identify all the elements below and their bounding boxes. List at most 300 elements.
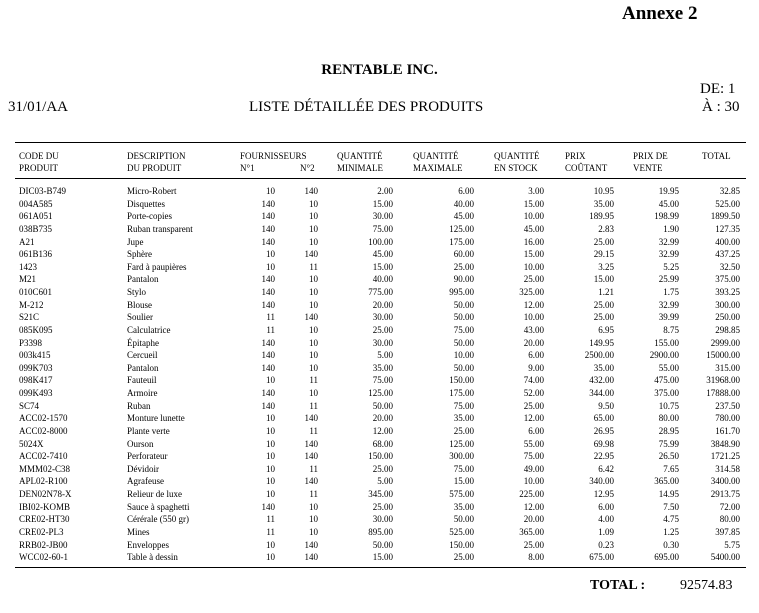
stock-qty: 20.00 [523,514,544,525]
product-code: A21 [19,236,35,247]
max-qty: 50.00 [453,337,474,348]
supplier-2: 10 [309,337,318,348]
stock-qty: 75.00 [523,451,544,462]
cost-price: 6.95 [598,324,614,335]
stock-qty: 55.00 [523,438,544,449]
cost-price: 4.00 [598,514,614,525]
line-total: 315.00 [715,362,740,373]
max-qty: 525.00 [449,527,474,537]
product-code: CRE02-HT30 [19,514,70,525]
sale-price: 45.00 [658,198,679,209]
supplier-1: 140 [261,299,275,310]
table-row [0,513,759,526]
line-total: 32.50 [719,261,740,272]
supplier-1: 10 [266,413,275,424]
line-total: 1899.50 [710,211,740,222]
max-qty: 150.00 [449,375,474,386]
header-supplier-2: N°2 [300,163,315,173]
supplier-1: 11 [266,514,275,525]
supplier-1: 10 [266,186,275,196]
product-description: Pantalon [127,362,159,373]
max-qty: 995.00 [449,287,474,298]
cost-price: 12.95 [593,489,614,500]
min-qty: 25.00 [372,324,393,335]
stock-qty: 49.00 [523,463,544,474]
sale-price: 2900.00 [649,350,679,361]
max-qty: 25.00 [453,552,474,563]
supplier-1: 10 [266,425,275,436]
report-title: LISTE DÉTAILLÉE DES PRODUITS [249,99,484,115]
supplier-1: 10 [266,451,275,462]
product-code: 004A585 [19,198,53,209]
sale-price: 8.75 [663,324,679,335]
min-qty: 5.00 [377,476,393,487]
stock-qty: 12.00 [523,501,544,512]
table-row [0,311,759,324]
supplier-1: 10 [266,438,275,449]
product-code: WCC02-60-1 [19,552,68,563]
supplier-2: 11 [309,489,318,500]
product-code: S21C [19,312,40,323]
max-qty: 6.00 [458,186,474,196]
line-total: 2999.00 [710,337,740,348]
product-description: Disquettes [127,198,165,209]
max-qty: 25.00 [453,261,474,272]
table-row [0,223,759,236]
product-description: Micro-Robert [127,186,177,196]
supplier-1: 10 [266,375,275,386]
line-total: 300.00 [715,299,740,310]
annex-label: Annexe 2 [622,3,698,24]
sale-price: 375.00 [654,388,679,399]
line-total: 400.00 [715,236,740,247]
max-qty: 75.00 [453,463,474,474]
supplier-1: 140 [261,211,275,222]
min-qty: 20.00 [372,299,393,310]
table-row [0,185,759,198]
cost-price: 2500.00 [584,350,614,361]
max-qty: 175.00 [449,388,474,399]
supplier-2: 10 [309,501,318,512]
min-qty: 125.00 [368,388,393,399]
supplier-2: 140 [304,186,318,196]
product-code: ACC02-1570 [19,413,68,424]
product-description: Relieur de luxe [127,489,182,500]
header-bottom-rule [15,178,746,179]
product-description: Ruban [127,400,151,411]
line-total: 780.00 [715,413,740,424]
max-qty: 125.00 [449,223,474,234]
page-to: À : 30 [702,99,740,115]
product-code: RRB02-JB00 [19,539,68,550]
header-cost-price: PRIX COÛTANT [565,151,608,173]
supplier-2: 11 [309,425,318,436]
sale-price: 32.99 [658,236,679,247]
supplier-2: 11 [309,463,318,474]
stock-qty: 25.00 [523,539,544,550]
line-total: 314.58 [715,463,740,474]
product-description: Armoire [127,388,158,399]
line-total: 127.35 [715,223,740,234]
sale-price: 4.75 [663,514,679,525]
stock-qty: 25.00 [523,274,544,285]
table-row [0,526,759,539]
table-row [0,261,759,274]
max-qty: 125.00 [449,438,474,449]
stock-qty: 8.00 [528,552,544,563]
max-qty: 25.00 [453,425,474,436]
line-total: 31968.00 [706,375,740,386]
cost-price: 432.00 [589,375,614,386]
line-total: 375.00 [715,274,740,285]
supplier-2: 140 [304,312,318,323]
header-sale-price: PRIX DE VENTE [633,151,668,173]
cost-price: 189.95 [589,211,614,222]
supplier-1: 140 [261,501,275,512]
product-description: Pantalon [127,274,159,285]
product-description: Monture lunette [127,413,185,424]
product-description: Plante verte [127,425,170,436]
header-description: DESCRIPTION DU PRODUIT [127,151,186,173]
supplier-2: 140 [304,413,318,424]
max-qty: 60.00 [453,249,474,260]
product-description: Enveloppes [127,539,169,550]
cost-price: 29.15 [593,249,614,260]
max-qty: 90.00 [453,274,474,285]
table-row [0,362,759,375]
product-code: 1423 [19,261,37,272]
stock-qty: 3.00 [528,186,544,196]
line-total: 3848.90 [710,438,740,449]
stock-qty: 365.00 [519,527,544,537]
product-code: 098K417 [19,375,53,386]
table-row [0,374,759,387]
supplier-1: 140 [261,236,275,247]
table-row [0,248,759,261]
stock-qty: 10.00 [523,211,544,222]
supplier-2: 10 [309,287,318,298]
stock-qty: 225.00 [519,489,544,500]
sale-price: 26.50 [658,451,679,462]
line-total: 15000.00 [706,350,740,361]
product-code: ACC02-7410 [19,451,68,462]
table-row [0,236,759,249]
supplier-2: 10 [309,324,318,335]
product-code: IBI02-KOMB [19,501,70,512]
max-qty: 35.00 [453,501,474,512]
table-row [0,324,759,337]
stock-qty: 10.00 [523,312,544,323]
min-qty: 20.00 [372,413,393,424]
supplier-1: 10 [266,489,275,500]
sale-price: 14.95 [658,489,679,500]
cost-price: 25.00 [593,299,614,310]
cost-price: 25.00 [593,236,614,247]
max-qty: 40.00 [453,198,474,209]
cost-price: 1.21 [598,287,614,298]
supplier-1: 10 [266,552,275,563]
stock-qty: 10.00 [523,261,544,272]
sale-price: 25.99 [658,274,679,285]
line-total: 80.00 [719,514,740,525]
line-total: 72.00 [719,501,740,512]
max-qty: 575.00 [449,489,474,500]
sale-price: 7.50 [663,501,679,512]
cost-price: 2.83 [598,223,614,234]
product-description: Soulier [127,312,153,323]
supplier-1: 140 [261,223,275,234]
product-description: Ruban transparent [127,223,193,234]
grand-total-label: TOTAL : [590,578,646,593]
sale-price: 1.90 [663,223,679,234]
supplier-1: 11 [266,312,275,323]
cost-price: 340.00 [589,476,614,487]
cost-price: 6.00 [598,501,614,512]
table-row [0,475,759,488]
sale-price: 1.25 [663,527,679,537]
supplier-2: 11 [309,375,318,386]
product-description: Fard à paupières [127,261,187,272]
stock-qty: 43.00 [523,324,544,335]
cost-price: 3.25 [598,261,614,272]
cost-price: 35.00 [593,362,614,373]
header-top-rule [15,142,746,143]
supplier-1: 11 [266,527,275,537]
supplier-1: 140 [261,198,275,209]
sale-price: 19.95 [658,186,679,196]
max-qty: 150.00 [449,539,474,550]
header-stock-qty: QUANTITÉ EN STOCK [494,151,540,173]
product-code: P3398 [19,337,43,348]
min-qty: 15.00 [372,552,393,563]
min-qty: 25.00 [372,463,393,474]
table-row [0,273,759,286]
stock-qty: 325.00 [519,287,544,298]
min-qty: 75.00 [372,375,393,386]
product-description: Table à dessin [127,552,178,563]
table-row [0,387,759,400]
line-total: 237.50 [715,400,740,411]
stock-qty: 10.00 [523,476,544,487]
product-code: 038B735 [19,223,53,234]
line-total: 1721.25 [710,451,740,462]
cost-price: 65.00 [593,413,614,424]
line-total: 3400.00 [710,476,740,487]
supplier-1: 140 [261,388,275,399]
line-total: 161.70 [715,425,740,436]
product-description: Sauce à spaghetti [127,501,190,512]
sale-price: 80.00 [658,413,679,424]
supplier-2: 10 [309,350,318,361]
cost-price: 0.23 [598,539,614,550]
header-min-qty: QUANTITÉ MINIMALE [337,151,383,173]
supplier-1: 140 [261,350,275,361]
stock-qty: 15.00 [523,198,544,209]
table-row [0,551,759,564]
supplier-1: 10 [266,261,275,272]
min-qty: 5.00 [377,350,393,361]
min-qty: 30.00 [372,337,393,348]
sale-price: 39.99 [658,312,679,323]
product-code: 085K095 [19,324,53,335]
line-total: 397.85 [715,527,740,537]
cost-price: 1.09 [598,527,614,537]
header-suppliers: FOURNISSEURS [240,151,307,161]
line-total: 5.75 [724,539,740,550]
supplier-1: 11 [266,324,275,335]
product-code: SC74 [19,400,40,411]
table-row [0,286,759,299]
min-qty: 775.00 [368,287,393,298]
min-qty: 345.00 [368,489,393,500]
grand-total-value: 92574.83 [680,578,733,593]
sale-price: 1.75 [663,287,679,298]
product-code: APL02-R100 [19,476,68,487]
supplier-2: 10 [309,388,318,399]
max-qty: 50.00 [453,299,474,310]
supplier-1: 10 [266,476,275,487]
header-max-qty: QUANTITÉ MAXIMALE [413,151,463,173]
line-total: 525.00 [715,198,740,209]
supplier-2: 10 [309,527,318,537]
line-total: 32.85 [719,186,740,196]
product-description: Blouse [127,299,153,310]
supplier-2: 10 [309,211,318,222]
max-qty: 45.00 [453,211,474,222]
supplier-2: 140 [304,438,318,449]
product-code: 061B136 [19,249,53,260]
cost-price: 10.95 [593,186,614,196]
supplier-2: 140 [304,476,318,487]
stock-qty: 9.00 [528,362,544,373]
cost-price: 149.95 [589,337,614,348]
table-row [0,400,759,413]
supplier-1: 10 [266,539,275,550]
stock-qty: 45.00 [523,223,544,234]
max-qty: 75.00 [453,400,474,411]
sale-price: 28.95 [658,425,679,436]
sale-price: 0.30 [663,539,679,550]
product-description: Épitaphe [127,337,159,348]
product-code: DEN02N78-X [19,489,72,500]
cost-price: 35.00 [593,198,614,209]
stock-qty: 74.00 [523,375,544,386]
cost-price: 9.50 [598,400,614,411]
table-row [0,198,759,211]
max-qty: 50.00 [453,312,474,323]
product-code: M21 [19,274,37,285]
line-total: 17888.00 [706,388,740,399]
cost-price: 22.95 [593,451,614,462]
cost-price: 344.00 [589,388,614,399]
product-description: Perforateur [127,451,168,462]
stock-qty: 20.00 [523,337,544,348]
sale-price: 695.00 [654,552,679,563]
supplier-2: 10 [309,299,318,310]
product-description: Fauteuil [127,375,157,386]
min-qty: 100.00 [368,236,393,247]
max-qty: 175.00 [449,236,474,247]
sale-price: 32.99 [658,249,679,260]
product-code: 099K703 [19,362,53,373]
cost-price: 69.98 [593,438,614,449]
table-row [0,450,759,463]
max-qty: 50.00 [453,362,474,373]
report-date: 31/01/AA [8,99,68,115]
product-code: ACC02-8000 [19,425,68,436]
product-description: Ourson [127,438,154,449]
product-description: Cercueil [127,350,158,361]
min-qty: 35.00 [372,362,393,373]
product-code: M-212 [19,299,44,310]
supplier-2: 10 [309,274,318,285]
stock-qty: 16.00 [523,236,544,247]
supplier-1: 140 [261,287,275,298]
min-qty: 895.00 [368,527,393,537]
header-code: CODE DU PRODUIT [19,151,59,173]
stock-qty: 52.00 [523,388,544,399]
sale-price: 5.25 [663,261,679,272]
product-code: 010C601 [19,287,53,298]
line-total: 437.25 [715,249,740,260]
min-qty: 40.00 [372,274,393,285]
supplier-2: 140 [304,249,318,260]
table-row [0,501,759,514]
supplier-2: 10 [309,514,318,525]
max-qty: 35.00 [453,413,474,424]
max-qty: 15.00 [453,476,474,487]
sale-price: 10.75 [658,400,679,411]
table-row [0,349,759,362]
cost-price: 15.00 [593,274,614,285]
product-code: 099K493 [19,388,53,399]
table-row [0,463,759,476]
table-bottom-rule [15,567,746,568]
stock-qty: 25.00 [523,400,544,411]
product-code: CRE02-PL3 [19,527,64,537]
max-qty: 50.00 [453,514,474,525]
line-total: 393.25 [715,287,740,298]
product-description: Sphère [127,249,152,260]
product-description: Porte-copies [127,211,172,222]
product-code: 003k415 [19,350,51,361]
min-qty: 2.00 [377,186,393,196]
line-total: 250.00 [715,312,740,323]
supplier-2: 10 [309,223,318,234]
stock-qty: 6.00 [528,425,544,436]
product-description: Jupe [127,236,144,247]
cost-price: 25.00 [593,312,614,323]
supplier-2: 10 [309,236,318,247]
product-description: Calculatrice [127,324,171,335]
sale-price: 365.00 [654,476,679,487]
max-qty: 300.00 [449,451,474,462]
cost-price: 675.00 [589,552,614,563]
min-qty: 30.00 [372,514,393,525]
min-qty: 50.00 [372,539,393,550]
table-row [0,488,759,501]
table-row [0,438,759,451]
supplier-1: 140 [261,337,275,348]
line-total: 298.85 [715,324,740,335]
supplier-2: 140 [304,552,318,563]
min-qty: 12.00 [372,425,393,436]
header-supplier-1: N°1 [240,163,255,173]
stock-qty: 15.00 [523,249,544,260]
product-description: Agrafeuse [127,476,164,487]
supplier-1: 140 [261,274,275,285]
product-description: Cérérale (550 gr) [127,514,189,525]
